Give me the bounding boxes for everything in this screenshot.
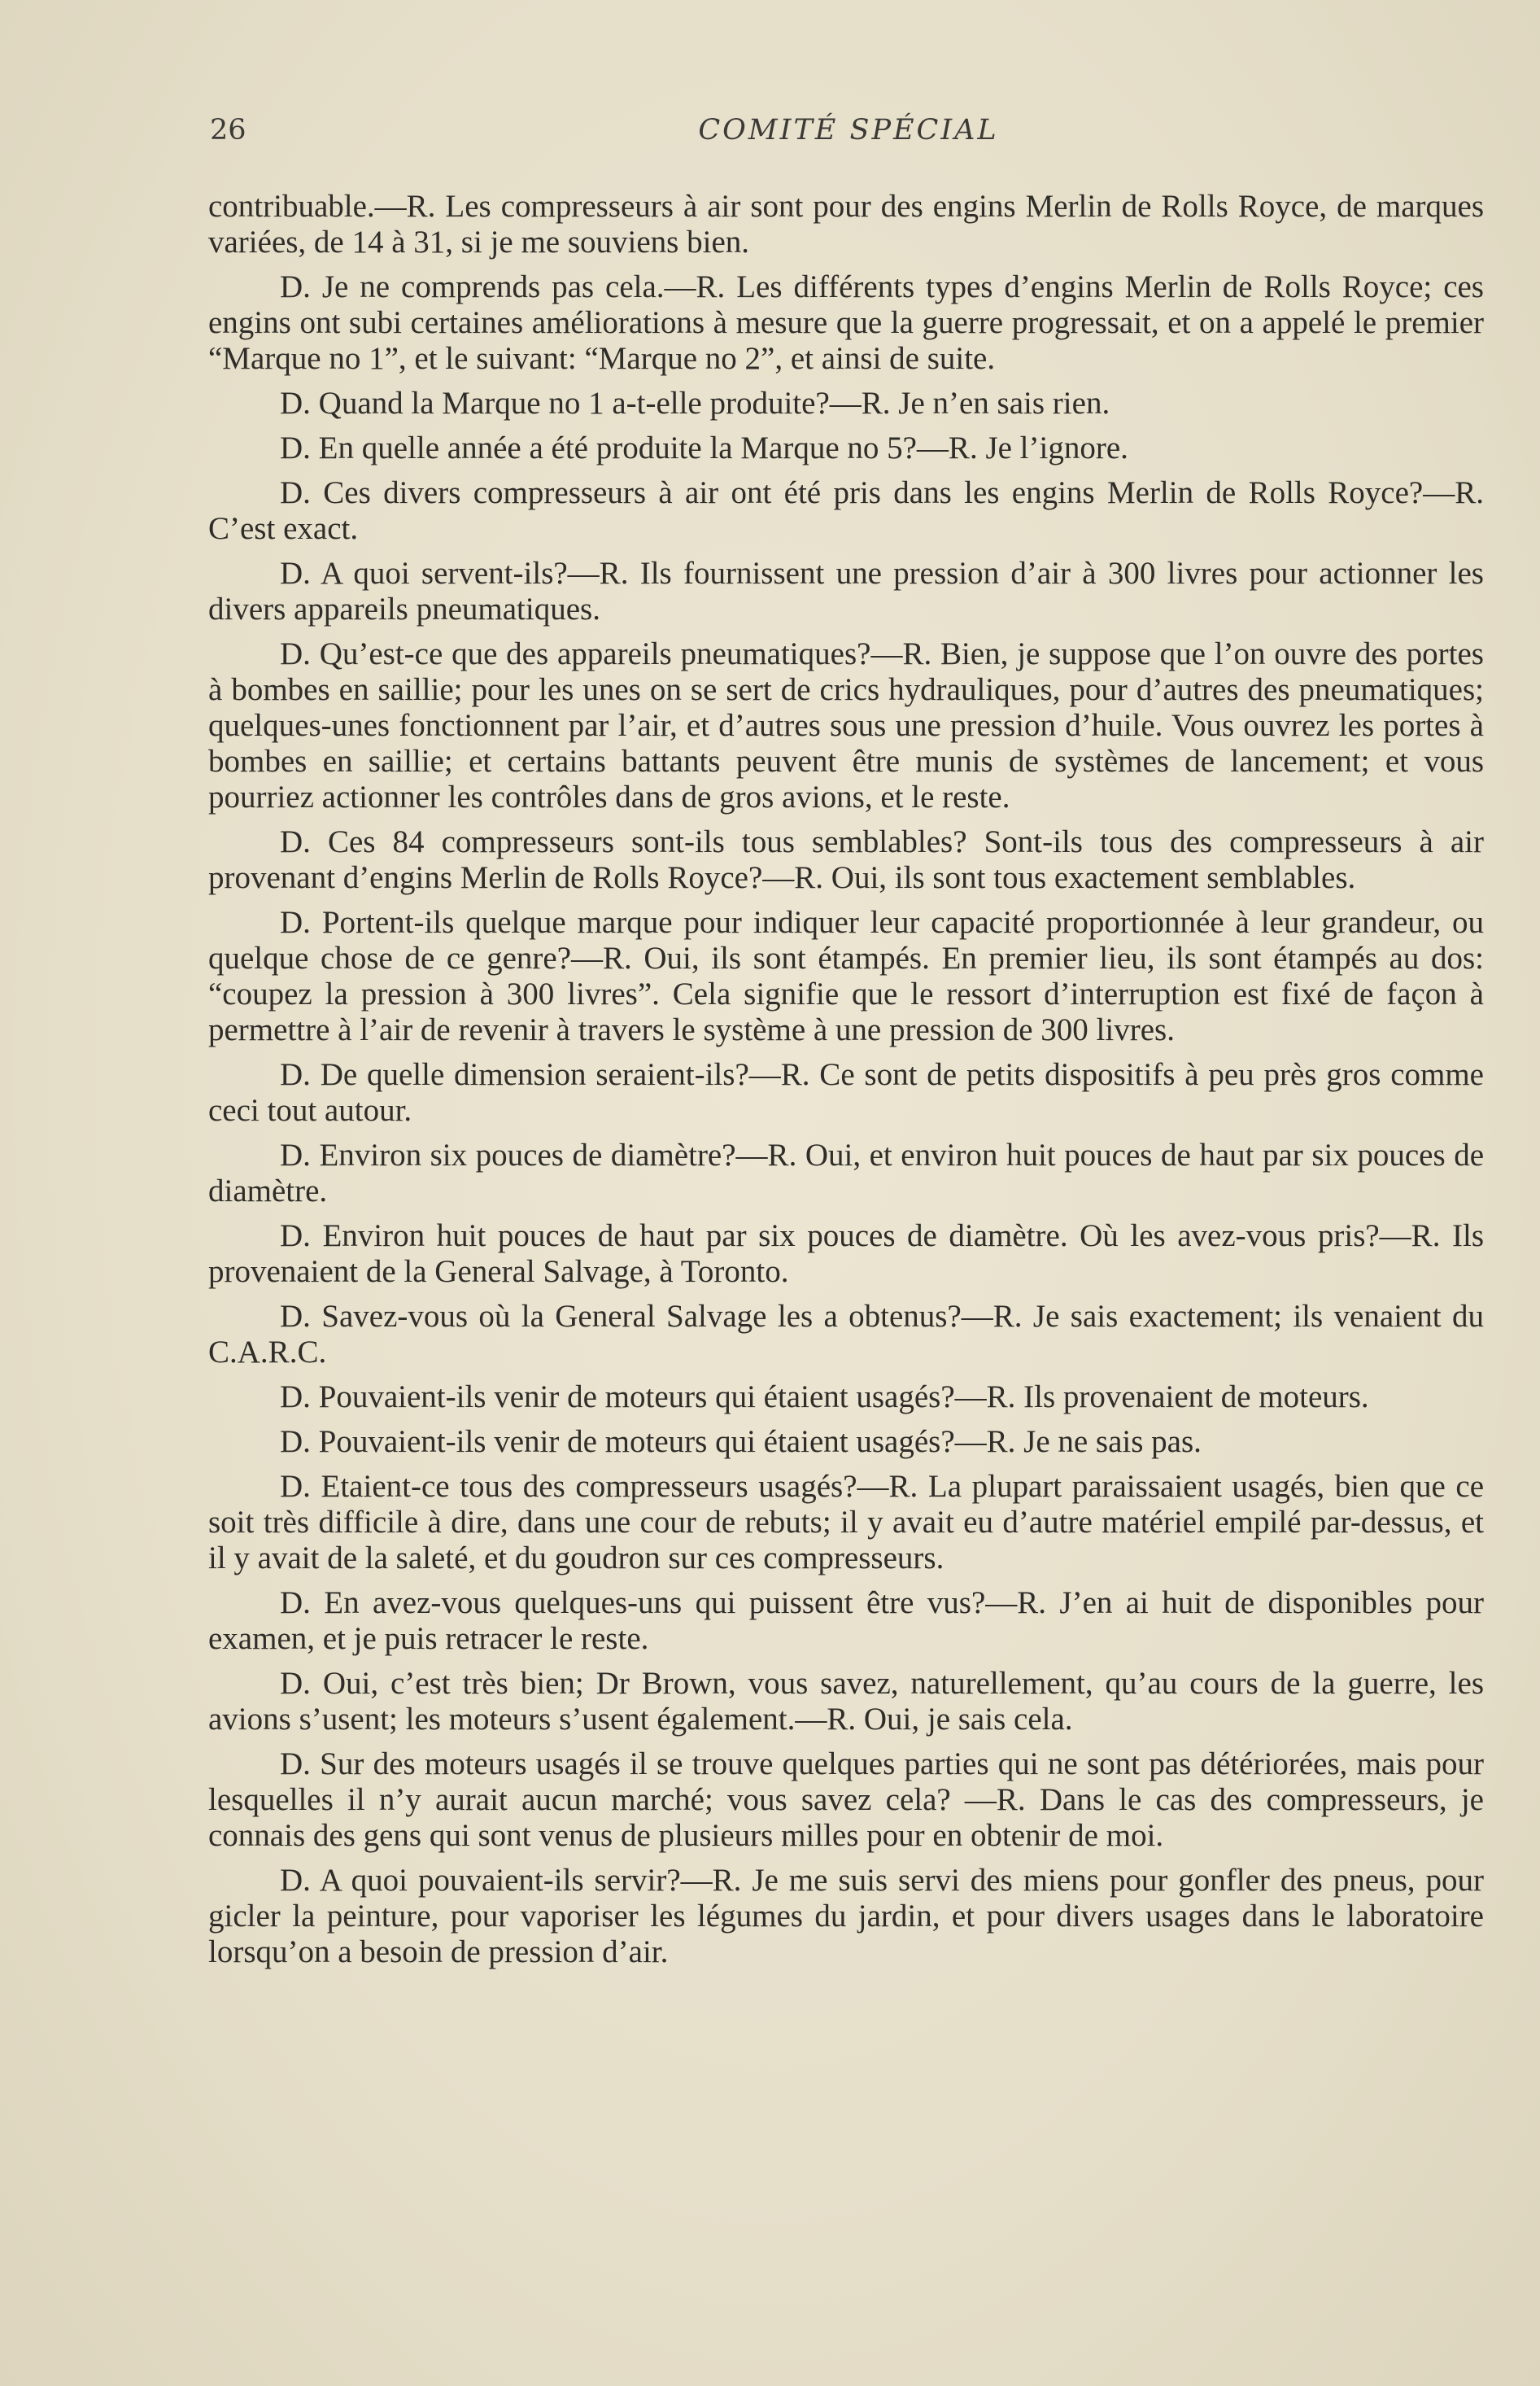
paragraph: D. De quelle dimension seraient-ils?—R. Ce sont de petits dispositifs à peu près gros comme ceci tout autour. — [208, 1057, 1484, 1128]
paragraph: D. Environ six pouces de diamètre?—R. Oui, et environ huit pouces de haut par six pouces de diamètre. — [208, 1138, 1484, 1208]
paragraph: D. Etaient-ce tous des compresseurs usagés?—R. La plupart paraissaient usagés, bien que ce soit très difficile à dire, dans une cour de rebuts; il y avait eu d’autre matériel empilé par-dessus, et il y avait de la saleté, et du goudron sur ces compresseurs. — [208, 1469, 1484, 1575]
paragraph: D. Pouvaient-ils venir de moteurs qui étaient usagés?—R. Ils provenaient de moteurs. — [280, 1379, 1369, 1414]
paragraph: D. Qu’est-ce que des appareils pneumatiques?—R. Bien, je suppose que l’on ouvre des portes à bombes en saillie; pour les unes on se sert de crics hydrauliques, pour d’autres des pneumatiques; quelques-unes fonctionnent par l’air, et d’autres sous une pression d’huile. Vous ouvrez les portes à bombes en saillie; et certains battants peuvent être munis de systèmes de lancement; et vous pourriez actionner les contrôles dans de gros avions, et le reste. — [208, 636, 1484, 815]
paragraph: D. En quelle année a été produite la Marque no 5?—R. Je l’ignore. — [280, 430, 1128, 465]
running-title: COMITÉ SPÉCIAL — [698, 114, 999, 146]
paragraph: D. A quoi pouvaient-ils servir?—R. Je me suis servi des miens pour gonfler des pneus, pour gicler la peinture, pour vaporiser les légumes du jardin, et pour divers usages dans le laboratoire lorsqu’on a besoin de pression d’air. — [208, 1863, 1484, 1969]
paragraph: D. Quand la Marque no 1 a-t-elle produite?—R. Je n’en sais rien. — [280, 386, 1110, 421]
page-header — [210, 114, 1487, 155]
paragraph: D. Sur des moteurs usagés il se trouve quelques parties qui ne sont pas détériorées, mais pour lesquelles il n’y aurait aucun marché; vous savez cela? —R. Dans le cas des compresseurs, je connais des gens qui sont venus de plusieurs milles pour en obtenir de moi. — [208, 1746, 1484, 1853]
page-number: 26 — [210, 114, 246, 146]
paragraph: D. A quoi servent-ils?—R. Ils fournissent une pression d’air à 300 livres pour actionner les divers appareils pneumatiques. — [208, 556, 1484, 627]
paragraph: D. Savez-vous où la General Salvage les a obtenus?—R. Je sais exactement; ils venaient du C.A.R.C. — [208, 1299, 1484, 1370]
transcript-body — [208, 189, 1484, 1979]
paragraph: D. Oui, c’est très bien; Dr Brown, vous savez, naturellement, qu’au cours de la guerre, les avions s’usent; les moteurs s’usent également.—R. Oui, je sais cela. — [208, 1666, 1484, 1737]
paragraph: D. Portent-ils quelque marque pour indiquer leur capacité proportionnée à leur grandeur, ou quelque chose de ce genre?—R. Oui, ils sont étampés. En premier lieu, ils sont étampés au dos: “coupez la pression à 300 livres”. Cela signifie que le ressort d’interruption est fixé de façon à permettre à l’air de revenir à travers le système à une pression de 300 livres. — [208, 905, 1484, 1047]
paragraph: D. Environ huit pouces de haut par six pouces de diamètre. Où les avez-vous pris?—R. Ils provenaient de la General Salvage, à Toronto. — [208, 1218, 1484, 1289]
paragraph: D. Je ne comprends pas cela.—R. Les différents types d’engins Merlin de Rolls Royce; ces engins ont subi certaines améliorations à mesure que la guerre progressait, et on a appelé le premier “Marque no 1”, et le suivant: “Marque no 2”, et ainsi de suite. — [208, 269, 1484, 376]
paragraph: contribuable.—R. Les compresseurs à air sont pour des engins Merlin de Rolls Royce, de marques variées, de 14 à 31, si je me souviens bien. — [208, 189, 1484, 260]
paragraph: D. Ces divers compresseurs à air ont été pris dans les engins Merlin de Rolls Royce?—R. C’est exact. — [208, 475, 1484, 546]
paragraph: D. Pouvaient-ils venir de moteurs qui étaient usagés?—R. Je ne sais pas. — [280, 1424, 1202, 1459]
paragraph: D. Ces 84 compresseurs sont-ils tous semblables? Sont-ils tous des compresseurs à air provenant d’engins Merlin de Rolls Royce?—R. Oui, ils sont tous exactement semblables. — [208, 824, 1484, 895]
paragraph: D. En avez-vous quelques-uns qui puissent être vus?—R. J’en ai huit de disponibles pour examen, et je puis retracer le reste. — [208, 1585, 1484, 1656]
